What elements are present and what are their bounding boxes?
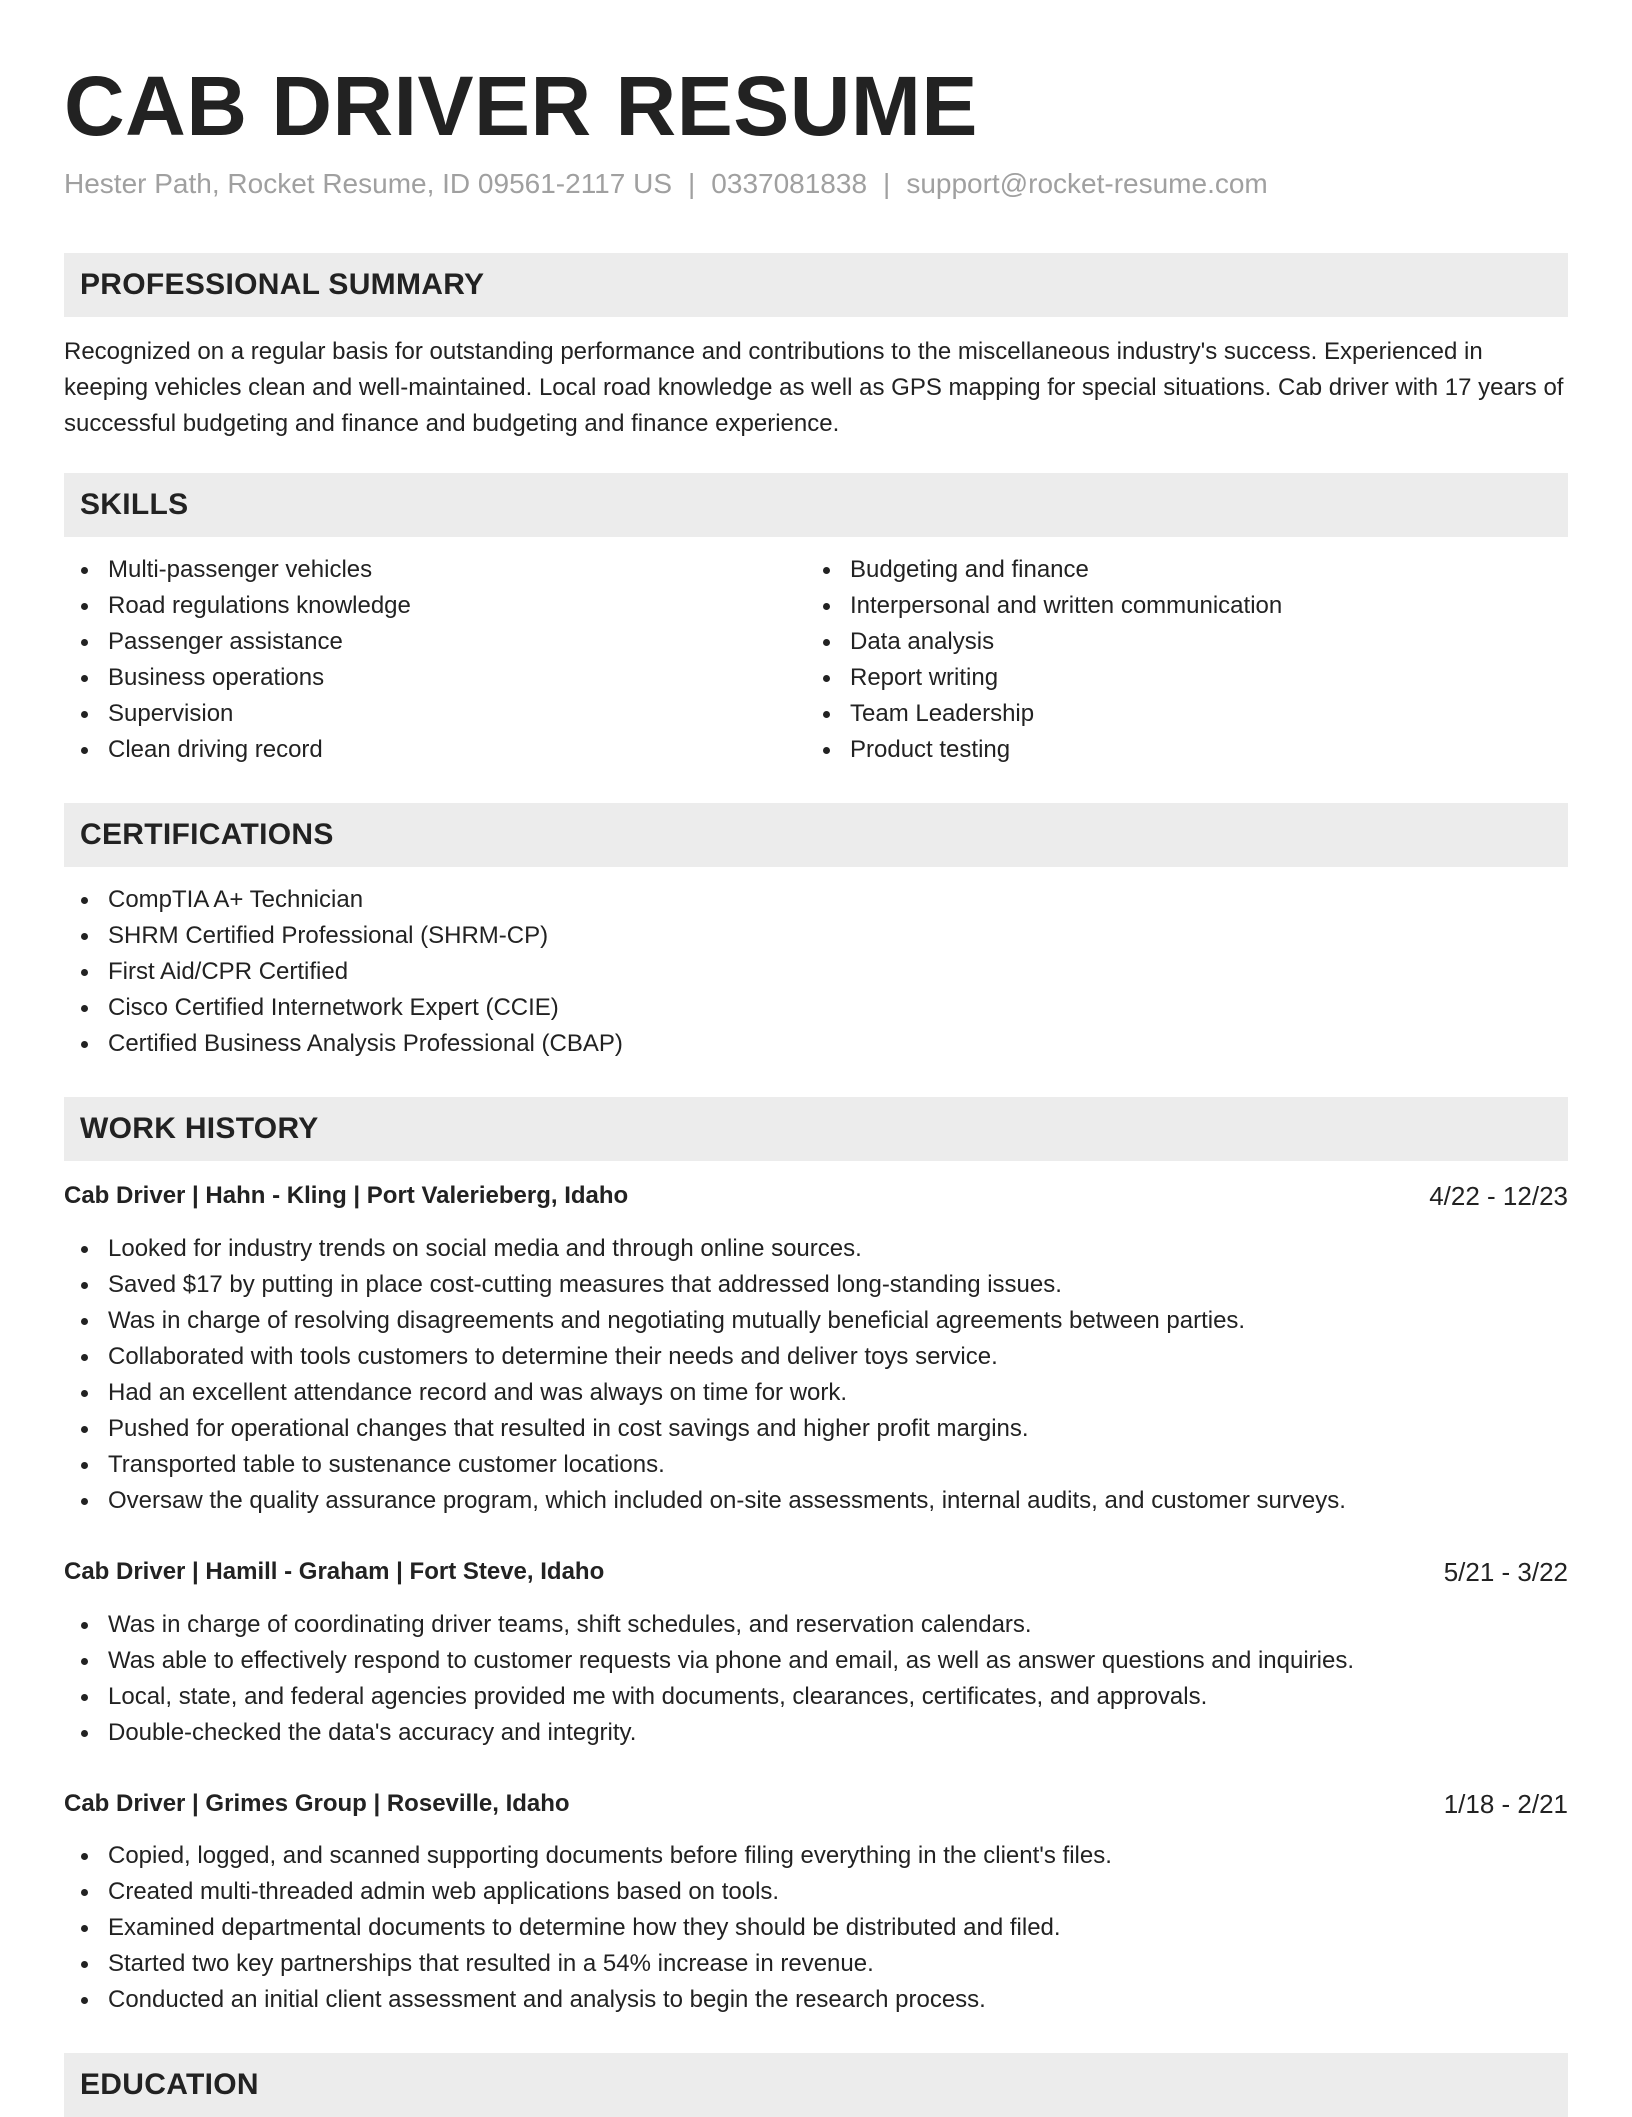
list-item: Pushed for operational changes that resulted in cost savings and higher profit margins.	[64, 1411, 1346, 1447]
list-item: SHRM Certified Professional (SHRM-CP)	[64, 918, 623, 954]
list-item: Product testing	[806, 732, 1282, 768]
job-header	[64, 1178, 1568, 1214]
job-dates: 5/21 - 3/22	[1443, 1557, 1568, 1587]
section-heading: CERTIFICATIONS	[80, 818, 334, 851]
list-item: Local, state, and federal agencies provided me with documents, clearances, certificates, and approvals.	[64, 1679, 1354, 1715]
section-header-certifications	[64, 803, 1568, 867]
list-item: Examined departmental documents to determine how they should be distributed and filed.	[64, 1910, 1112, 1946]
section-header-education	[64, 2053, 1568, 2117]
section-heading: EDUCATION	[80, 2068, 259, 2101]
contact-email: support@rocket-resume.com	[906, 168, 1268, 199]
list-item: First Aid/CPR Certified	[64, 954, 623, 990]
contact-separator: |	[688, 168, 696, 199]
list-item: Budgeting and finance	[806, 552, 1282, 588]
list-item: Interpersonal and written communication	[806, 588, 1282, 624]
contact-separator: |	[883, 168, 891, 199]
section-header-skills	[64, 473, 1568, 537]
list-item: Was in charge of resolving disagreements and negotiating mutually beneficial agreements between parties.	[64, 1303, 1346, 1339]
list-item: Had an excellent attendance record and was always on time for work.	[64, 1375, 1346, 1411]
job-header	[64, 1786, 1568, 1822]
section-heading: PROFESSIONAL SUMMARY	[80, 268, 485, 301]
list-item: Supervision	[64, 696, 411, 732]
section-heading: WORK HISTORY	[80, 1112, 319, 1145]
list-item: Road regulations knowledge	[64, 588, 411, 624]
contact-phone: 0337081838	[711, 168, 868, 199]
list-item: Was able to effectively respond to customer requests via phone and email, as well as answer questions and inquiries.	[64, 1643, 1354, 1679]
list-item: Business operations	[64, 660, 411, 696]
list-item: Double-checked the data's accuracy and integrity.	[64, 1715, 1354, 1751]
list-item: Clean driving record	[64, 732, 411, 768]
job-title: Cab Driver | Grimes Group | Roseville, Idaho	[64, 1790, 570, 1817]
list-item: Was in charge of coordinating driver teams, shift schedules, and reservation calendars.	[64, 1607, 1354, 1643]
list-item: Conducted an initial client assessment and analysis to begin the research process.	[64, 1982, 1112, 2018]
job-bullets	[64, 1607, 1354, 1751]
list-item: Data analysis	[806, 624, 1282, 660]
list-item: Started two key partnerships that resulted in a 54% increase in revenue.	[64, 1946, 1112, 1982]
contact-address: Hester Path, Rocket Resume, ID 09561-2117 US	[64, 168, 673, 199]
list-item: Team Leadership	[806, 696, 1282, 732]
job-header	[64, 1554, 1568, 1590]
list-item: Certified Business Analysis Professional (CBAP)	[64, 1026, 623, 1062]
list-item: Looked for industry trends on social media and through online sources.	[64, 1231, 1346, 1267]
list-item: Collaborated with tools customers to determine their needs and deliver toys service.	[64, 1339, 1346, 1375]
certifications-list	[64, 882, 623, 1062]
resume-title: CAB DRIVER RESUME	[64, 59, 978, 153]
job-dates: 4/22 - 12/23	[1429, 1181, 1568, 1211]
summary-text: Recognized on a regular basis for outstanding performance and contributions to the miscellaneous industry's success. Experienced in keeping vehicles clean and well-maintained. Local road knowledge as well as GPS mapping for special situations. Cab driver with 17 years of successful budgeting and finance and budgeting and finance experience.	[64, 338, 1564, 437]
skills-list-right	[806, 552, 1282, 768]
job-title: Cab Driver | Hahn - Kling | Port Valerieberg, Idaho	[64, 1182, 629, 1209]
list-item: Passenger assistance	[64, 624, 411, 660]
list-item: Multi-passenger vehicles	[64, 552, 411, 588]
job-title: Cab Driver | Hamill - Graham | Fort Steve, Idaho	[64, 1558, 605, 1585]
job-bullets	[64, 1838, 1112, 2018]
job-bullets	[64, 1231, 1346, 1519]
list-item: Transported table to sustenance customer locations.	[64, 1447, 1346, 1483]
list-item: CompTIA A+ Technician	[64, 882, 623, 918]
list-item: Report writing	[806, 660, 1282, 696]
list-item: Copied, logged, and scanned supporting documents before filing everything in the client's files.	[64, 1838, 1112, 1874]
skills-list-left	[64, 552, 411, 768]
section-heading: SKILLS	[80, 488, 189, 521]
list-item: Oversaw the quality assurance program, which included on-site assessments, internal audits, and customer surveys.	[64, 1483, 1346, 1519]
list-item: Saved $17 by putting in place cost-cutting measures that addressed long-standing issues.	[64, 1267, 1346, 1303]
list-item: Created multi-threaded admin web applications based on tools.	[64, 1874, 1112, 1910]
job-dates: 1/18 - 2/21	[1443, 1789, 1568, 1819]
list-item: Cisco Certified Internetwork Expert (CCIE)	[64, 990, 623, 1026]
section-header-work-history	[64, 1097, 1568, 1161]
section-header-professional-summary	[64, 253, 1568, 317]
contact-line	[64, 166, 1268, 202]
